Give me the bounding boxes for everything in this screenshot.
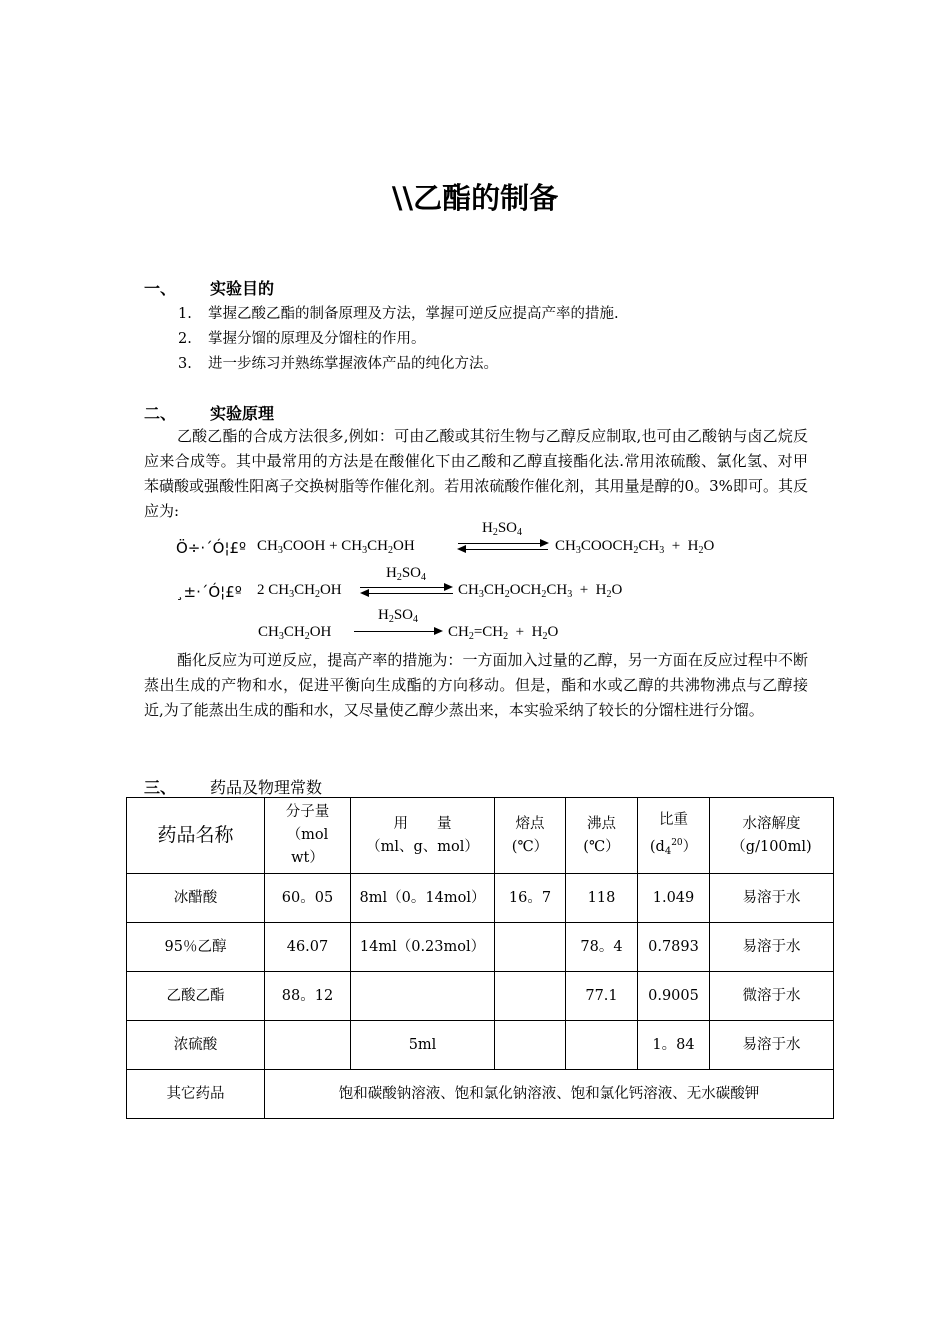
header-mp: 熔点 (℃） <box>495 798 566 874</box>
header-bp: 沸点 (℃） <box>566 798 638 874</box>
forward-arrow <box>458 543 540 544</box>
forward-arrow <box>354 631 434 632</box>
section-3-number: 三、 <box>144 778 177 797</box>
reaction-1-reactants: $CH_3COOH + CH_3CH_2OH$ <box>257 538 415 556</box>
table-row: 95％乙醇 46.07 14ml（0.23mol） 78。4 0.7893 易溶于水 <box>127 923 834 972</box>
objective-item: 2. 掌握分馏的原理及分馏柱的作用。 <box>178 331 426 347</box>
reverse-arrow <box>466 549 548 550</box>
forward-arrowhead <box>540 539 549 547</box>
reaction-1-products: $CH_3COOCH_2CH_3 + H_2O$ <box>555 538 715 556</box>
reaction-3-catalyst: $H_2SO_4$ <box>377 607 419 625</box>
table-row-other <box>127 1070 834 1119</box>
principle-paragraph-2: 酯化反应为可逆反应，提高产率的措施为：一方面加入过量的乙醇，另一方面在反应过程中不断蒸出生成的产物和水，促进平衡向生成酯的方向移动。但是，酯和水或乙醇的共沸物沸点与乙醇接近,为了能蒸出生成的酯和水，又尽量使乙醇少蒸出来，本实验采纳了较长的分馏柱进行分馏。 <box>144 651 808 719</box>
section-1-title: 实验目的 <box>210 279 275 298</box>
section-3-heading <box>144 775 322 798</box>
section-1-number: 一、 <box>144 279 177 298</box>
reverse-arrowhead <box>360 589 369 597</box>
table-row: 浓硫酸 5ml 1。84 易溶于水 <box>127 1021 834 1070</box>
page-title: \\乙酯的制备 <box>391 181 559 215</box>
section-3-title: 药品及物理常数 <box>210 778 323 797</box>
reaction-2-products: $CH_3CH_2OCH_2CH_3 + H_2O$ <box>458 582 623 600</box>
reaction-2-catalyst: $H_2SO_4$ <box>385 565 427 583</box>
section-2-title: 实验原理 <box>210 404 275 423</box>
table-row: 冰醋酸 60。05 8ml（0。14mol） 16。7 118 1.049 易溶于水 <box>127 874 834 923</box>
reaction-2-label: ¸±·´Ó¦£º <box>176 583 242 601</box>
reverse-arrow <box>369 593 453 594</box>
section-2-number: 二、 <box>144 404 177 423</box>
header-solubility: 水溶解度 （g/100ml) <box>710 798 834 874</box>
section-1-heading <box>144 276 274 299</box>
forward-arrowhead <box>444 583 453 591</box>
reaction-3-reactants: $CH_3CH_2OH$ <box>258 624 332 642</box>
table-row: 乙酸乙酯 88。12 77.1 0.9005 微溶于水 <box>127 972 834 1021</box>
section-2-heading <box>144 401 274 424</box>
reverse-arrowhead <box>457 545 466 553</box>
header-amount: 用 量 （ml、g、mol） <box>351 798 495 874</box>
header-name: 药品名称 <box>127 798 265 874</box>
reaction-1-label: Ö÷·´Ó¦£º <box>176 539 247 557</box>
other-value: 饱和碳酸钠溶液、饱和氯化钠溶液、饱和氯化钙溶液、无水碳酸钾 <box>265 1070 834 1119</box>
forward-arrow <box>360 587 444 588</box>
reaction-2-reactants: 2 $CH_3CH_2OH$ <box>257 582 342 600</box>
reaction-1-catalyst: $H_2SO_4$ <box>481 520 523 538</box>
principle-paragraph-1: 乙酸乙酯的合成方法很多,例如：可由乙酸或其衍生物与乙醇反应制取,也可由乙酸钠与卤乙烷反应来合成等。其中最常用的方法是在酸催化下由乙酸和乙醇直接酯化法.常用浓硫酸、氯化氢、对甲苯磺酸或强酸性阳离子交换树脂等作催化剂。若用浓硫酸作催化剂，其用量是醇的0。3%即可。其反应为: <box>144 427 808 520</box>
table-header-row <box>127 798 834 874</box>
header-molwt: 分子量 （mol wt） <box>265 798 351 874</box>
objective-item: 3. 进一步练习并熟练掌握液体产品的纯化方法。 <box>178 356 498 372</box>
header-density: 比重 $(d_4^{20})$ <box>638 798 710 874</box>
reagent-table <box>126 797 834 1119</box>
forward-arrowhead <box>434 627 443 635</box>
reaction-3-products: $CH_2=CH_2 + H_2O$ <box>448 624 559 642</box>
objective-item: 1. 掌握乙酸乙酯的制备原理及方法，掌握可逆反应提高产率的措施. <box>178 306 619 322</box>
other-label: 其它药品 <box>127 1070 265 1119</box>
